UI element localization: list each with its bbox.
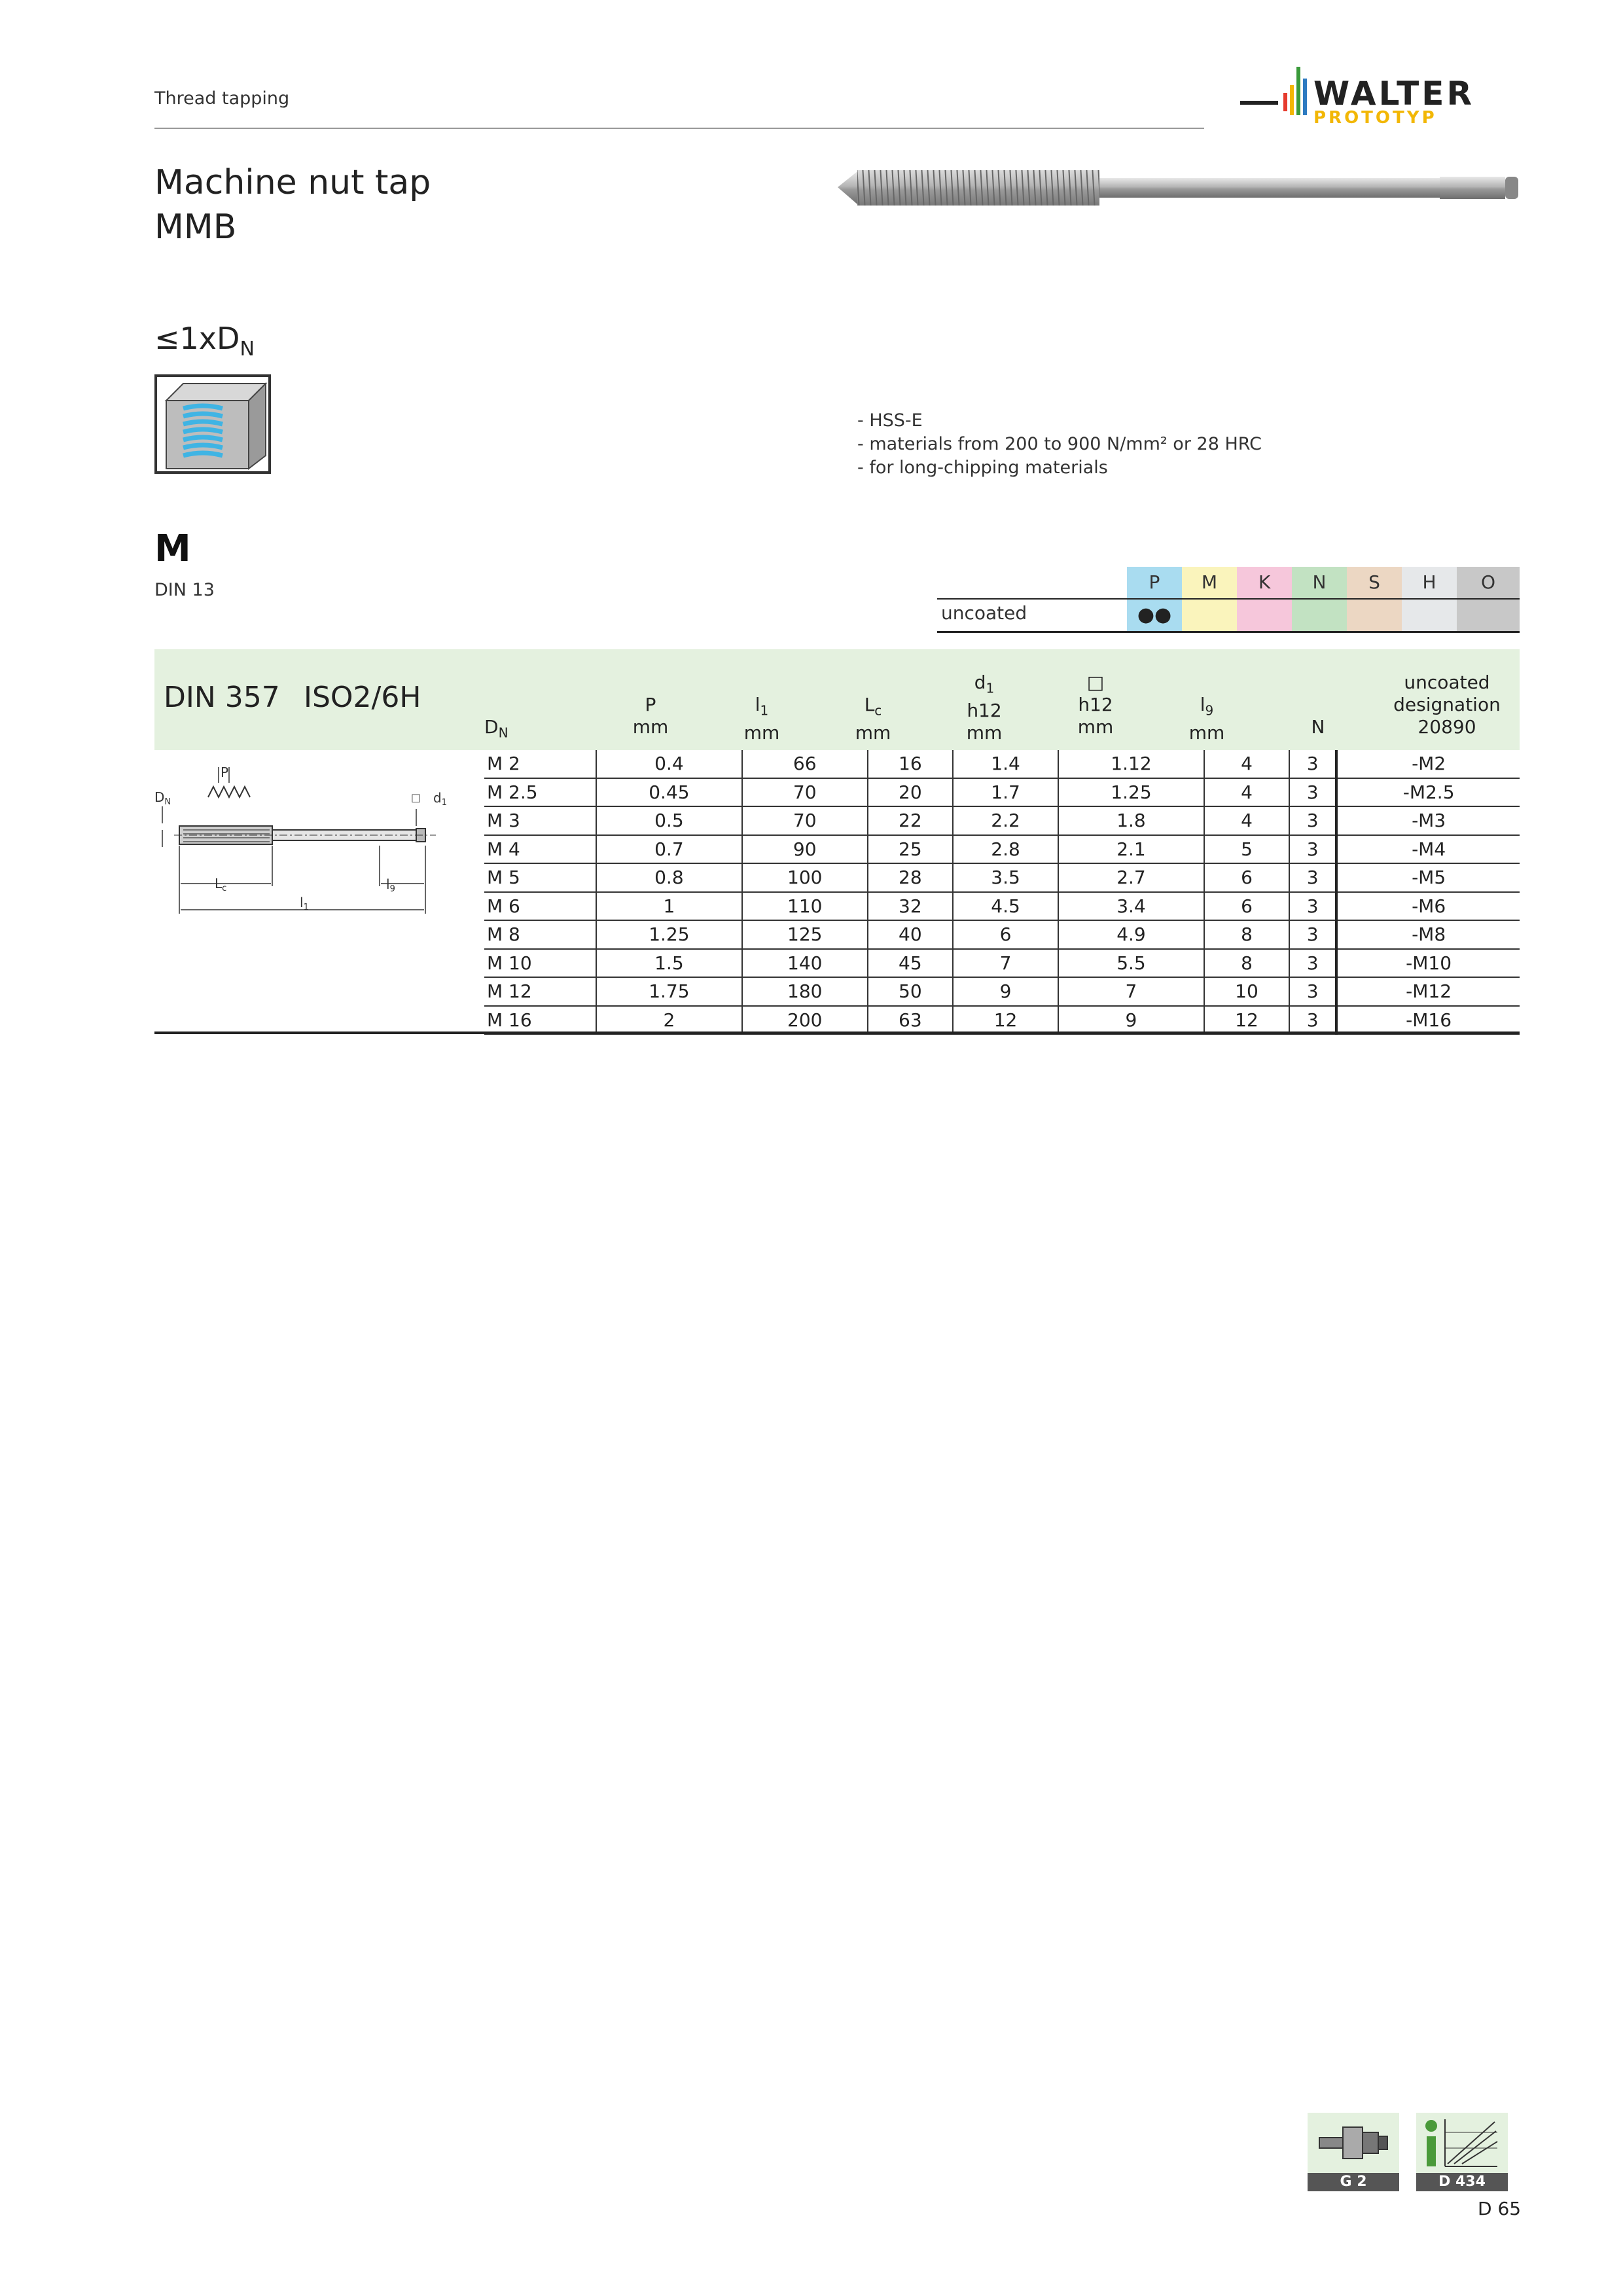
table-row — [484, 949, 1520, 978]
col-header-designation: uncoated designation 20890 — [1393, 672, 1501, 738]
table-cell: 100 — [742, 863, 868, 892]
table-cell: 4.9 — [1058, 920, 1204, 949]
table-row — [484, 920, 1520, 949]
table-cell: 0.5 — [596, 806, 742, 835]
table-cell: 2.7 — [1058, 863, 1204, 892]
tap-product-image — [838, 165, 1518, 211]
table-cell: 3 — [1289, 863, 1336, 892]
table-cell: 110 — [742, 892, 868, 921]
logo-walter-text: WALTER — [1313, 75, 1474, 113]
material-h: H — [1402, 567, 1457, 598]
table-cell: M 8 — [484, 920, 596, 949]
col-header-d1: $d_1$ h12 mm — [966, 672, 1003, 744]
table-cell: 1.5 — [596, 949, 742, 978]
page-number: D 65 — [1478, 2198, 1522, 2219]
table-row — [484, 835, 1520, 864]
info-chart-icon — [1416, 2113, 1508, 2173]
table-cell: -M8 — [1336, 920, 1520, 949]
table-cell: 7 — [1058, 977, 1204, 1006]
table-cell: 1.75 — [596, 977, 742, 1006]
depth-sub: N — [240, 338, 255, 361]
badge-g2[interactable] — [1308, 2113, 1399, 2191]
table-cell: 1.25 — [1058, 778, 1204, 807]
table-cell: 3.4 — [1058, 892, 1204, 921]
table-cell: 7 — [953, 949, 1058, 978]
table-cell: 66 — [742, 750, 868, 778]
col-header-l9: $l_9$ mm — [1188, 694, 1225, 744]
table-cell: 3 — [1289, 778, 1336, 807]
table-cell: 5 — [1204, 835, 1289, 864]
table-cell: 45 — [868, 949, 953, 978]
col-header-dn: $D_N$ — [484, 716, 508, 741]
blind-hole-icon — [154, 374, 271, 474]
table-cell: 5.5 — [1058, 949, 1204, 978]
table-cell: 6 — [1204, 892, 1289, 921]
table-cell: 1 — [596, 892, 742, 921]
table-cell: 4 — [1204, 750, 1289, 778]
tolerance-class: ISO2/6H — [304, 681, 421, 714]
table-cell: 25 — [868, 835, 953, 864]
badge-d434[interactable] — [1416, 2113, 1508, 2191]
coating-cell-n — [1292, 600, 1347, 631]
table-cell: 200 — [742, 1006, 868, 1035]
table-cell: 2.1 — [1058, 835, 1204, 864]
material-s: S — [1347, 567, 1402, 598]
table-cell: -M2.5 — [1336, 778, 1520, 807]
table-cell: 4 — [1204, 778, 1289, 807]
table-cell: -M5 — [1336, 863, 1520, 892]
table-cell: M 3 — [484, 806, 596, 835]
material-k: K — [1237, 567, 1292, 598]
table-cell: 3.5 — [953, 863, 1058, 892]
table-cell: 4 — [1204, 806, 1289, 835]
table-row — [484, 977, 1520, 1006]
property-chipping: - for long-chipping materials — [857, 457, 1108, 478]
table-cell: 3 — [1289, 949, 1336, 978]
table-cell: 3 — [1289, 977, 1336, 1006]
table-cell: 50 — [868, 977, 953, 1006]
coating-cell-h — [1402, 600, 1457, 631]
table-cell: 0.7 — [596, 835, 742, 864]
table-cell: 12 — [1204, 1006, 1289, 1035]
col-header-lc: $L_c$ mm — [855, 694, 891, 744]
property-strength: - materials from 200 to 900 N/mm² or 28 HRC — [857, 434, 1262, 454]
section-title: Thread tapping — [154, 88, 290, 109]
drawing-pitch-label: P — [221, 764, 229, 780]
table-cell: 1.7 — [953, 778, 1058, 807]
table-row — [484, 806, 1520, 835]
drawing-dn-label: $D_N$ — [154, 789, 171, 807]
table-cell: 4.5 — [953, 892, 1058, 921]
thread-depth-label — [154, 321, 255, 361]
table-cell: -M10 — [1336, 949, 1520, 978]
material-p: P — [1127, 567, 1182, 598]
table-cell: M 4 — [484, 835, 596, 864]
table-row — [484, 892, 1520, 921]
table-cell: -M3 — [1336, 806, 1520, 835]
table-cell: -M12 — [1336, 977, 1520, 1006]
table-cell: -M2 — [1336, 750, 1520, 778]
drawing-l1-label: $l_1$ — [300, 895, 309, 912]
table-cell: 2.2 — [953, 806, 1058, 835]
table-bottom-rule — [154, 1031, 1520, 1034]
table-cell: -M16 — [1336, 1006, 1520, 1035]
table-cell: 1.8 — [1058, 806, 1204, 835]
col-header-pitch: P mm — [632, 694, 669, 738]
table-cell: 3 — [1289, 806, 1336, 835]
tap-standard: DIN 357 — [164, 681, 280, 714]
table-cell: 140 — [742, 949, 868, 978]
table-cell: 3 — [1289, 750, 1336, 778]
table-cell: 28 — [868, 863, 953, 892]
tool-holder-icon — [1308, 2113, 1399, 2173]
coating-marks: ●● — [1137, 603, 1172, 626]
table-cell: M 2 — [484, 750, 596, 778]
drawing-d1-label: $d_1$ — [433, 790, 447, 808]
drawing-lc-label: $L_c$ — [215, 876, 227, 893]
table-cell: 16 — [868, 750, 953, 778]
table-cell: 70 — [742, 778, 868, 807]
coating-cell-s — [1347, 600, 1402, 631]
material-o: O — [1457, 567, 1520, 598]
drawing-square-label: □ — [411, 791, 421, 804]
table-cell: 70 — [742, 806, 868, 835]
tap-dimension-drawing — [154, 753, 462, 923]
col-header-flutes: N — [1311, 716, 1325, 738]
table-cell: 9 — [1058, 1006, 1204, 1035]
table-cell: 1.25 — [596, 920, 742, 949]
table-cell: M 16 — [484, 1006, 596, 1035]
table-cell: 3 — [1289, 920, 1336, 949]
table-cell: M 12 — [484, 977, 596, 1006]
table-cell: M 10 — [484, 949, 596, 978]
table-cell: 8 — [1204, 949, 1289, 978]
table-cell: 2.8 — [953, 835, 1058, 864]
table-cell: 2 — [596, 1006, 742, 1035]
table-cell: 3 — [1289, 835, 1336, 864]
coating-bottom-rule — [937, 631, 1520, 633]
thread-profile-letter: M — [154, 528, 191, 570]
table-cell: 40 — [868, 920, 953, 949]
coating-cell-p — [1127, 600, 1182, 631]
coating-label: uncoated — [941, 602, 1027, 624]
table-cell: M 6 — [484, 892, 596, 921]
product-title — [154, 160, 431, 249]
table-cell: 10 — [1204, 977, 1289, 1006]
material-n: N — [1292, 567, 1347, 598]
depth-base: ≤1xD — [154, 321, 240, 356]
badge-g2-label: G 2 — [1308, 2173, 1399, 2191]
table-cell: 0.45 — [596, 778, 742, 807]
drawing-l9-label: $l_9$ — [386, 876, 395, 894]
table-cell: 180 — [742, 977, 868, 1006]
table-cell: 0.8 — [596, 863, 742, 892]
product-title-line2: MMB — [154, 207, 237, 247]
thread-standard: DIN 13 — [154, 580, 215, 600]
col-header-l1: $l_1$ mm — [743, 694, 780, 744]
table-cell: M 2.5 — [484, 778, 596, 807]
table-cell: 1.4 — [953, 750, 1058, 778]
table-cell: 1.12 — [1058, 750, 1204, 778]
table-cell: 63 — [868, 1006, 953, 1035]
table-cell: 0.4 — [596, 750, 742, 778]
table-cell: 90 — [742, 835, 868, 864]
table-cell: -M6 — [1336, 892, 1520, 921]
property-material: - HSS-E — [857, 410, 923, 431]
table-cell: 125 — [742, 920, 868, 949]
table-cell: 32 — [868, 892, 953, 921]
table-cell: M 5 — [484, 863, 596, 892]
coating-cell-k — [1237, 600, 1292, 631]
table-cell: 20 — [868, 778, 953, 807]
col-header-square: □ h12 mm — [1077, 672, 1114, 738]
material-m: M — [1182, 567, 1237, 598]
table-row — [484, 863, 1520, 892]
coating-cell-m — [1182, 600, 1237, 631]
dimension-table — [484, 750, 1520, 1035]
table-cell: 3 — [1289, 892, 1336, 921]
table-cell: 22 — [868, 806, 953, 835]
product-title-line1: Machine nut tap — [154, 163, 431, 202]
table-cell: 12 — [953, 1006, 1058, 1035]
table-row — [484, 750, 1520, 778]
product-properties — [857, 409, 1262, 480]
table-row — [484, 778, 1520, 807]
table-cell: -M4 — [1336, 835, 1520, 864]
table-cell: 6 — [953, 920, 1058, 949]
badge-d434-label: D 434 — [1416, 2173, 1508, 2191]
table-cell: 8 — [1204, 920, 1289, 949]
walter-prototyp-logo — [1240, 59, 1522, 131]
table-row — [484, 1006, 1520, 1035]
header-rule — [154, 128, 1204, 129]
logo-prototyp-text: PROTOTYP — [1313, 108, 1437, 128]
table-cell: 6 — [1204, 863, 1289, 892]
coating-cell-o — [1457, 600, 1520, 631]
table-cell: 3 — [1289, 1006, 1336, 1035]
table-cell: 9 — [953, 977, 1058, 1006]
